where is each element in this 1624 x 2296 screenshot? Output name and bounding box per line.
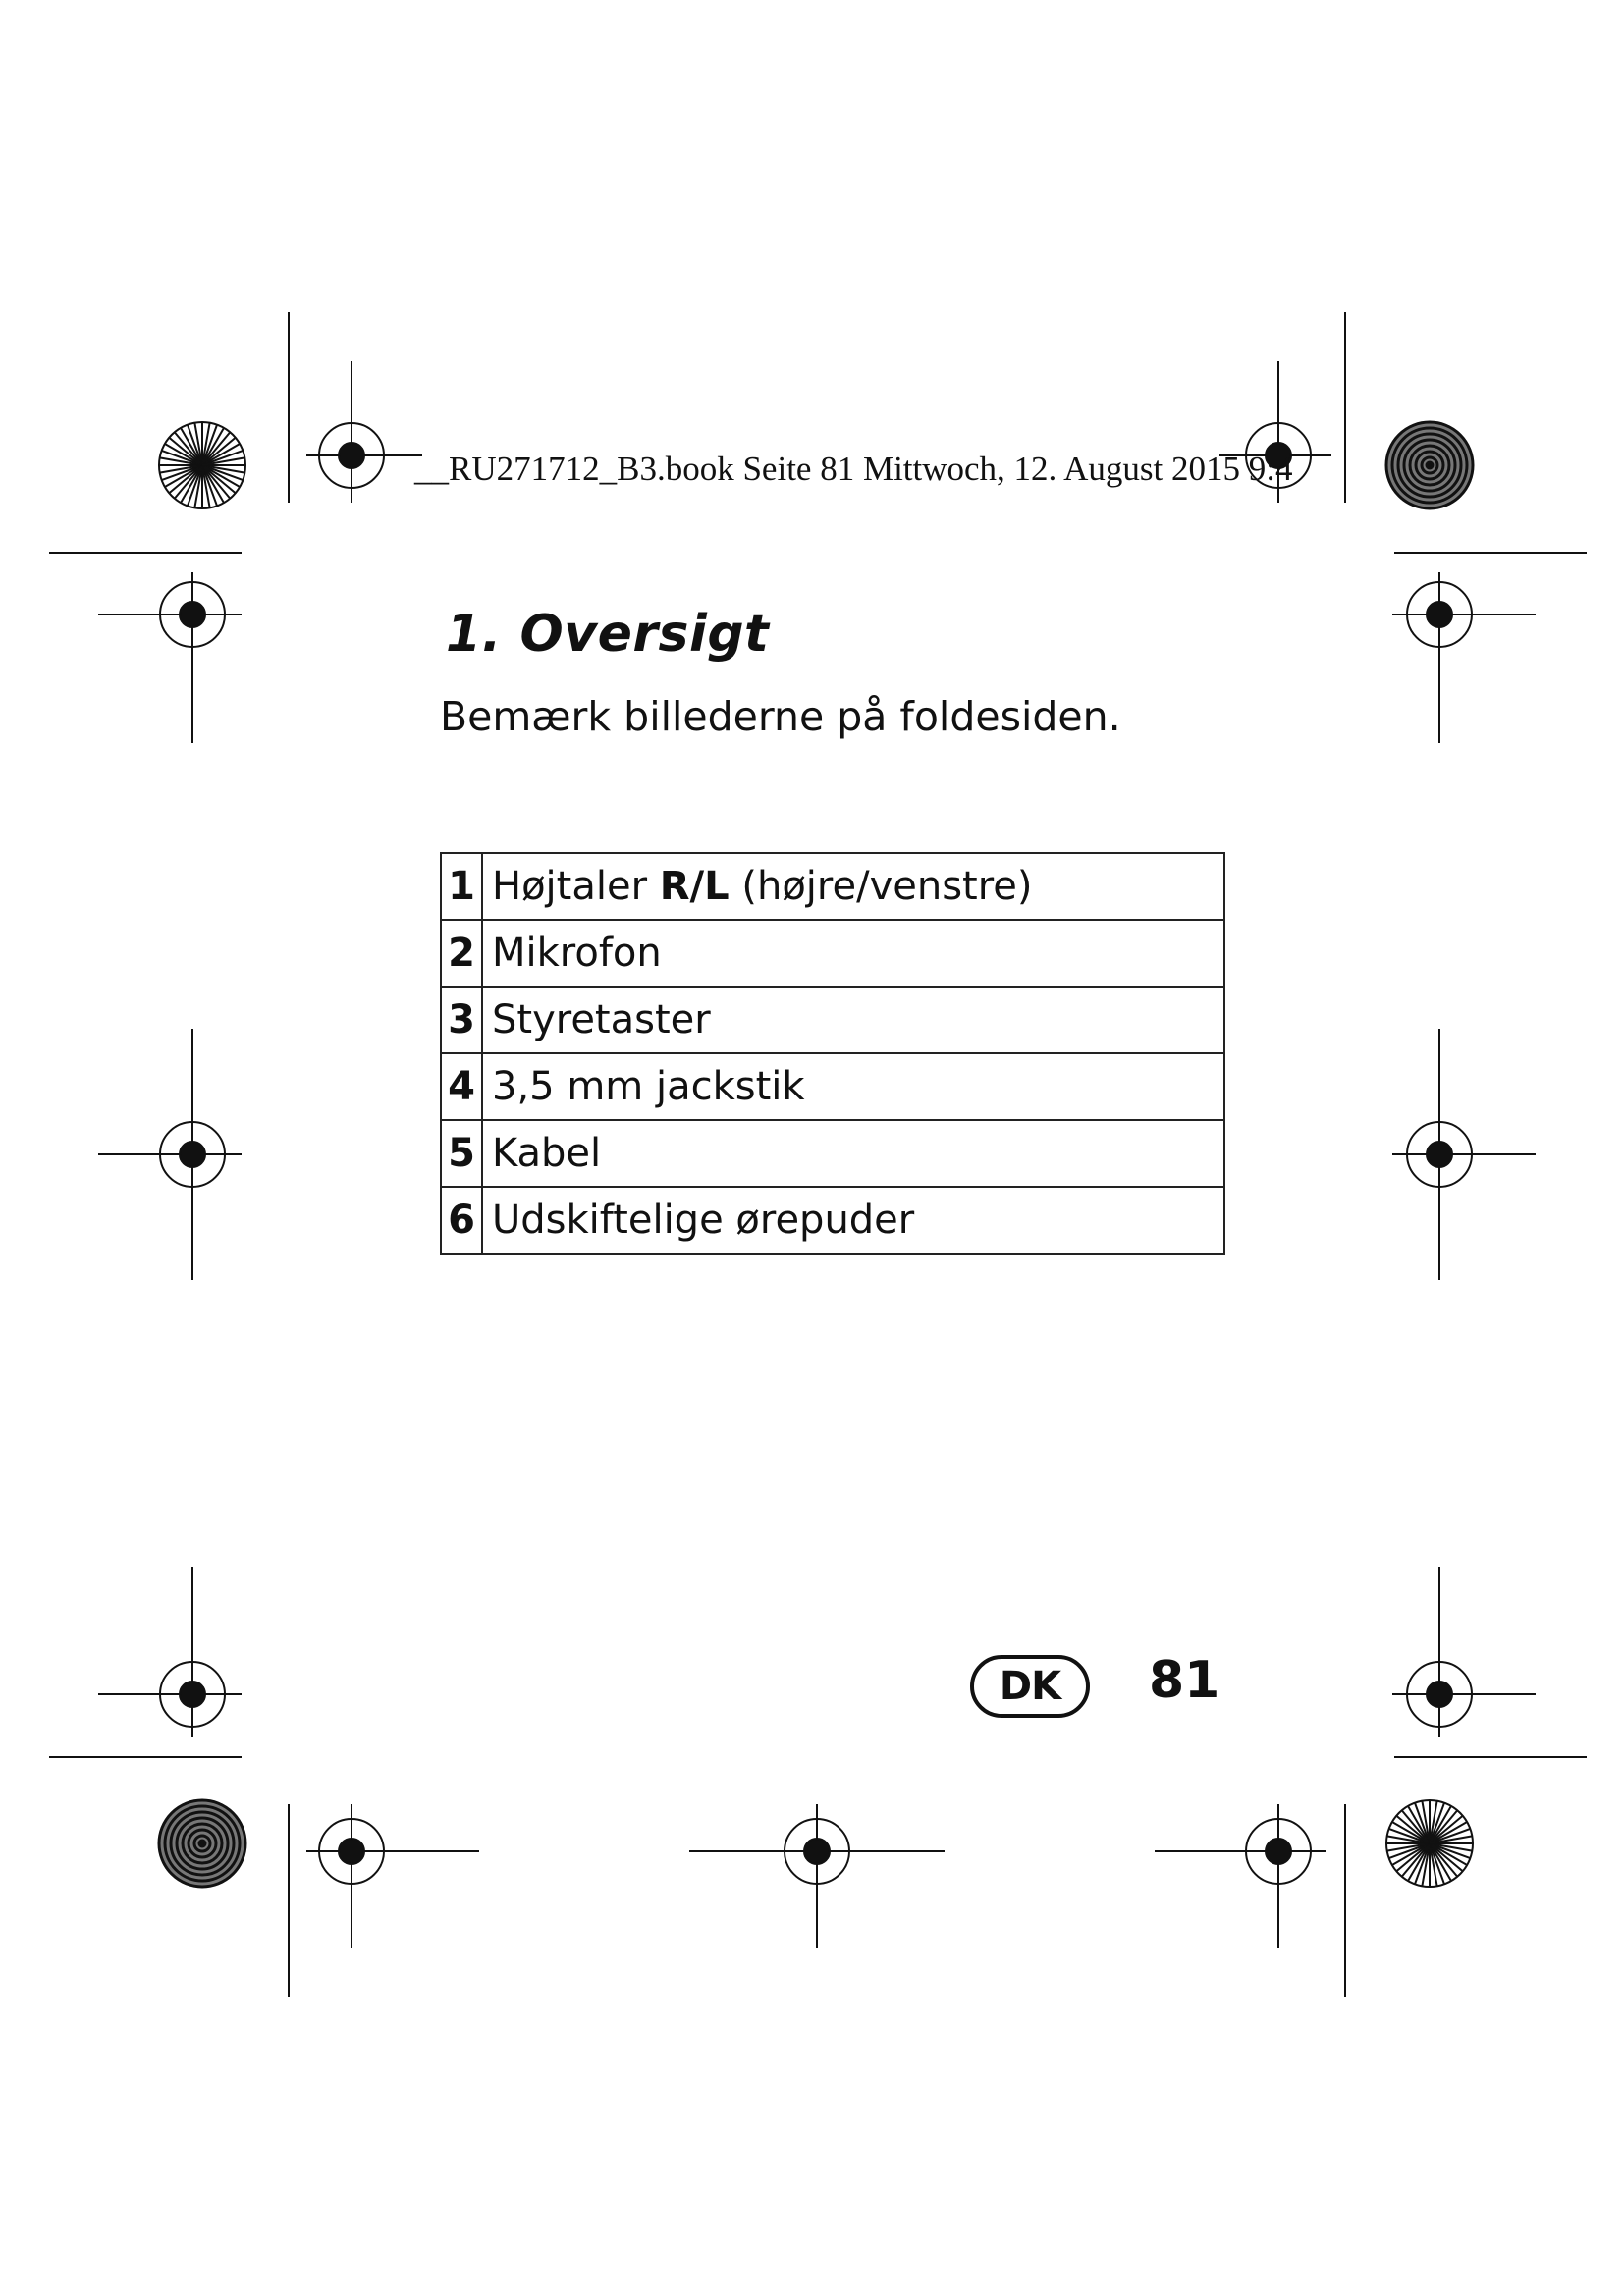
part-label: Udskiftelige ørepuder bbox=[482, 1187, 1224, 1254]
registration-mark-bottom-center bbox=[689, 1804, 945, 1948]
table-row bbox=[441, 1053, 1224, 1120]
part-number: 2 bbox=[441, 920, 482, 987]
registration-mark-right-1 bbox=[1392, 572, 1536, 743]
part-label: 3,5 mm jackstik bbox=[482, 1053, 1224, 1120]
table-row bbox=[441, 1187, 1224, 1254]
registration-mark-top-left bbox=[306, 361, 422, 503]
part-label: Styretaster bbox=[482, 987, 1224, 1053]
part-label: Kabel bbox=[482, 1120, 1224, 1187]
part-label-pre: Højtaler bbox=[492, 864, 660, 909]
part-number: 5 bbox=[441, 1120, 482, 1187]
table-row bbox=[441, 920, 1224, 987]
registration-mark-left-1 bbox=[98, 572, 242, 743]
print-slug-line: __RU271712_B3.book Seite 81 Mittwoch, 12. August 2015 9:4 bbox=[414, 450, 1293, 488]
section-title: 1. Oversigt bbox=[446, 605, 770, 664]
table-row bbox=[441, 1120, 1224, 1187]
part-label: Mikrofon bbox=[482, 920, 1224, 987]
registration-mark-right-2 bbox=[1392, 1029, 1536, 1280]
registration-mark-right-3 bbox=[1392, 1567, 1536, 1737]
registration-mark-left-3 bbox=[98, 1567, 242, 1737]
part-number: 1 bbox=[441, 853, 482, 920]
part-number: 6 bbox=[441, 1187, 482, 1254]
table-row bbox=[441, 853, 1224, 920]
part-number: 4 bbox=[441, 1053, 482, 1120]
part-label-bold: R/L bbox=[659, 864, 730, 909]
table-row bbox=[441, 987, 1224, 1053]
registration-mark-left-2 bbox=[98, 1029, 242, 1280]
page-number: 81 bbox=[1149, 1651, 1220, 1710]
starburst-target-bottom-right bbox=[1386, 1800, 1473, 1887]
part-label-post: (højre/venstre) bbox=[729, 864, 1033, 909]
parts-table bbox=[440, 852, 1225, 1255]
starburst-target-top-left bbox=[159, 422, 245, 508]
country-code-badge: DK bbox=[970, 1655, 1090, 1718]
part-label bbox=[482, 853, 1224, 920]
part-number: 3 bbox=[441, 987, 482, 1053]
registration-mark-bottom-right bbox=[1155, 1804, 1326, 1948]
ring-target-bottom-left bbox=[159, 1800, 245, 1887]
section-intro: Bemærk billederne på foldesiden. bbox=[440, 693, 1121, 740]
ring-target-top-right bbox=[1386, 422, 1473, 508]
registration-mark-bottom-left bbox=[306, 1804, 479, 1948]
